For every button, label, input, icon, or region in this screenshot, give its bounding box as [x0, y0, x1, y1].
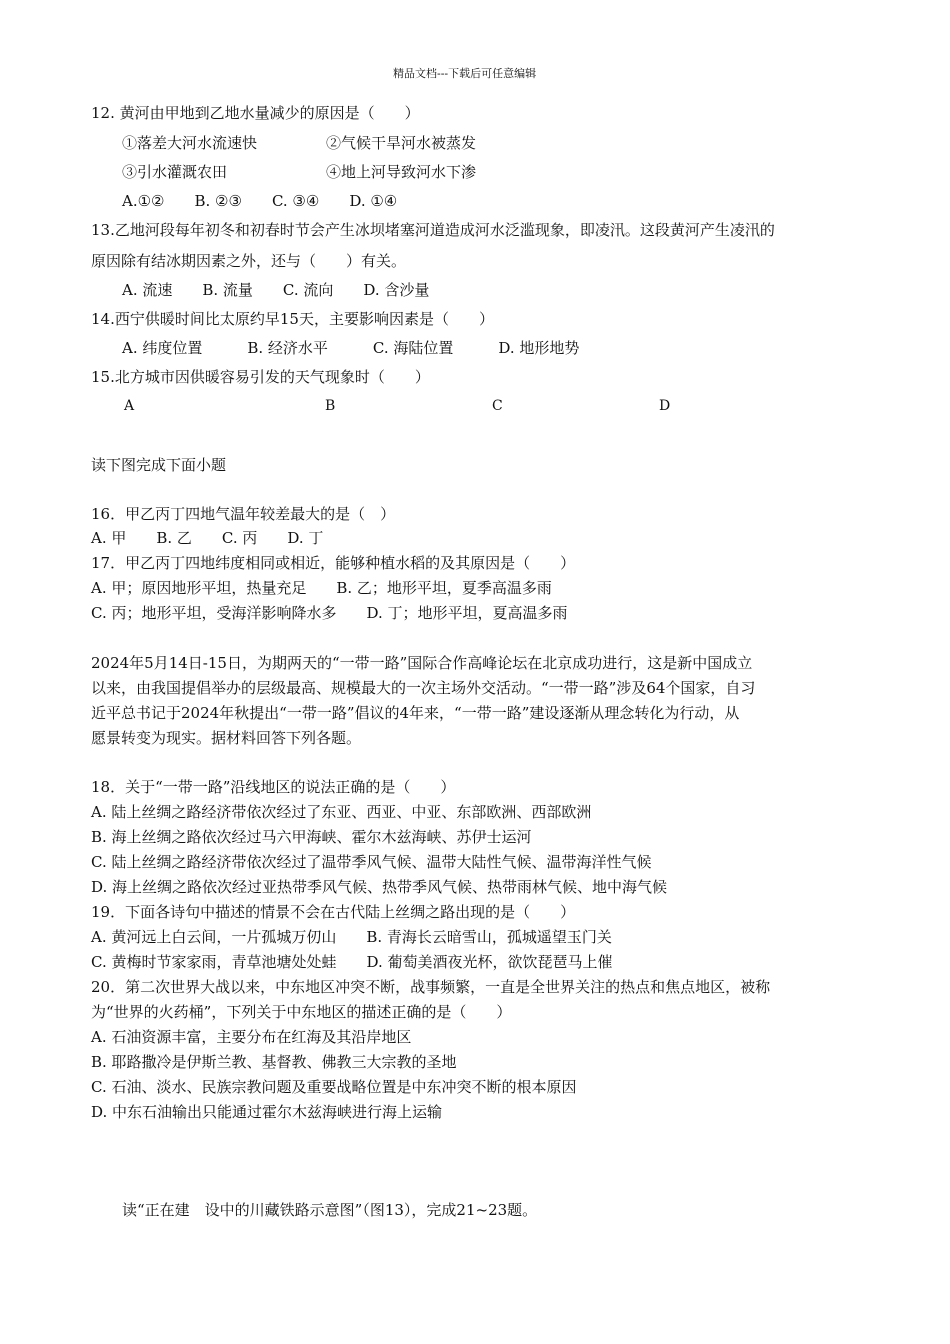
- reading-instruction-1: 读下图完成下面小题: [91, 456, 227, 474]
- question-15-option-c: C: [492, 398, 503, 414]
- question-20-stem-cont: 为“世界的火药桶”，下列关于中东地区的描述正确的是（ ）: [91, 1003, 512, 1021]
- reading-instruction-2: 读“正在建 设中的川藏铁路示意图”（图13），完成21~23题。: [122, 1201, 538, 1219]
- question-13-stem-cont: 原因除有结冰期因素之外，还与（ ）有关。: [91, 252, 407, 270]
- question-14-stem: 14.西宁供暖时间比太原约早15天，主要影响因素是（ ）: [91, 310, 494, 328]
- question-12-item-2: ②气候干旱河水被蒸发: [326, 134, 477, 152]
- question-18-stem: 18．关于“一带一路”沿线地区的说法正确的是（ ）: [91, 778, 456, 796]
- question-12-item-1: ①落差大河水流速快: [122, 134, 258, 152]
- question-19-options-ab: A. 黄河远上白云间，一片孤城万仞山 B. 青海长云暗雪山，孤城遥望玉门关: [91, 928, 612, 946]
- question-15-option-b: B: [325, 398, 336, 414]
- question-19-stem: 19．下面各诗句中描述的情景不会在古代陆上丝绸之路出现的是（ ）: [91, 903, 576, 921]
- passage-line-1: 2024年5月14日-15日，为期两天的“一带一路”国际合作高峰论坛在北京成功进行，这是新中国成立: [91, 654, 753, 672]
- question-20-option-b: B. 耶路撒冷是伊斯兰教、基督教、佛教三大宗教的圣地: [91, 1053, 457, 1071]
- question-12-item-3: ③引水灌溉农田: [122, 163, 228, 181]
- question-16-options: A. 甲 B. 乙 C. 丙 D. 丁: [91, 529, 324, 547]
- passage-line-2: 以来，由我国提倡举办的层级最高、规模最大的一次主场外交活动。“一带一路”涉及64个国家，自习: [91, 679, 756, 697]
- question-16-stem: 16．甲乙丙丁四地气温年较差最大的是（ ）: [91, 505, 396, 523]
- question-15-stem: 15.北方城市因供暖容易引发的天气现象时（ ）: [91, 368, 430, 386]
- question-20-option-d: D. 中东石油输出只能通过霍尔木兹海峡进行海上运输: [91, 1103, 443, 1121]
- question-20-option-a: A. 石油资源丰富，主要分布在红海及其沿岸地区: [91, 1028, 412, 1046]
- passage-line-4: 愿景转变为现实。据材料回答下列各题。: [91, 729, 362, 747]
- question-20-option-c: C. 石油、淡水、民族宗教问题及重要战略位置是中东冲突不断的根本原因: [91, 1078, 577, 1096]
- question-17-stem: 17．甲乙丙丁四地纬度相同或相近，能够种植水稻的及其原因是（ ）: [91, 554, 576, 572]
- question-13-stem: 13.乙地河段每年初冬和初春时节会产生冰坝堵塞河道造成河水泛滥现象，即凌汛。这段黄河产生凌汛的: [91, 221, 775, 239]
- question-18-option-a: A. 陆上丝绸之路经济带依次经过了东亚、西亚、中亚、东部欧洲、西部欧洲: [91, 803, 592, 821]
- question-12-item-4: ④地上河导致河水下渗: [326, 163, 477, 181]
- question-17-options-cd: C. 丙；地形平坦，受海洋影响降水多 D. 丁；地形平坦，夏高温多雨: [91, 604, 568, 622]
- question-15-option-d: D: [659, 398, 671, 414]
- question-18-option-c: C. 陆上丝绸之路经济带依次经过了温带季风气候、温带大陆性气候、温带海洋性气候: [91, 853, 652, 871]
- question-12-stem: 12. 黄河由甲地到乙地水量减少的原因是（ ）: [91, 104, 420, 122]
- question-20-stem: 20．第二次世界大战以来，中东地区冲突不断，战事频繁，一直是全世界关注的热点和焦点地区，被称: [91, 978, 771, 996]
- question-18-option-b: B. 海上丝绸之路依次经过马六甲海峡、霍尔木兹海峡、苏伊士运河: [91, 828, 532, 846]
- question-14-options: A. 纬度位置 B. 经济水平 C. 海陆位置 D. 地形地势: [122, 339, 580, 357]
- question-17-options-ab: A. 甲；原因地形平坦，热量充足 B. 乙；地形平坦，夏季高温多雨: [91, 579, 552, 597]
- question-13-options: A. 流速 B. 流量 C. 流向 D. 含沙量: [122, 281, 430, 299]
- question-18-option-d: D. 海上丝绸之路依次经过亚热带季风气候、热带季风气候、热带雨林气候、地中海气候: [91, 878, 668, 896]
- question-19-options-cd: C. 黄梅时节家家雨，青草池塘处处蛙 D. 葡萄美酒夜光杯，欲饮琵琶马上催: [91, 953, 613, 971]
- question-12-options: A.①② B. ②③ C. ③④ D. ①④: [122, 192, 398, 210]
- question-15-option-a: A: [124, 398, 135, 414]
- passage-line-3: 近平总书记于2024年秋提出“一带一路”倡议的4年来，“一带一路”建设逐渐从理念转化为行动，从: [91, 704, 740, 722]
- page-header: 精品文档---下载后可任意编辑: [393, 67, 537, 80]
